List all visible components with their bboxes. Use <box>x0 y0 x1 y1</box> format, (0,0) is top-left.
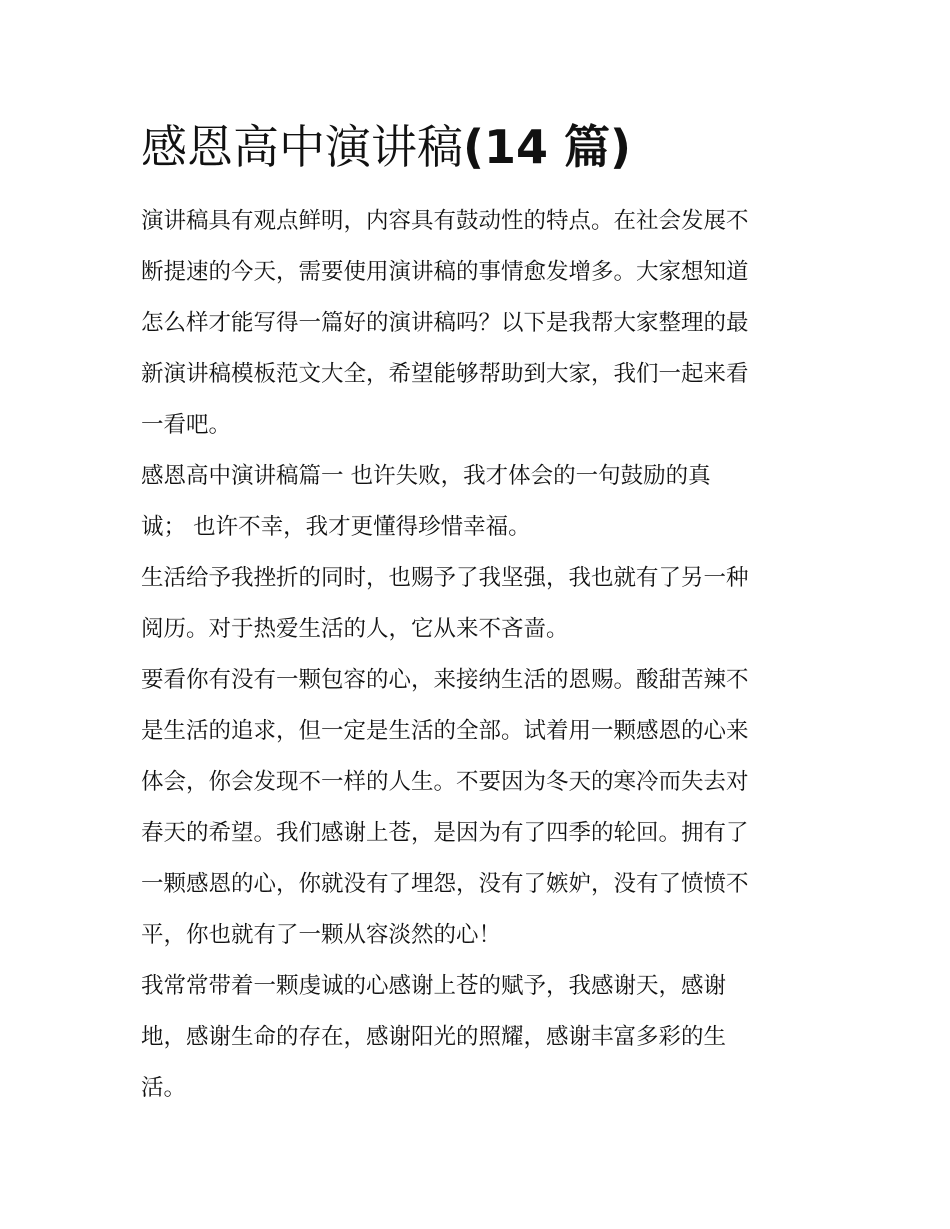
paragraph <box>141 655 821 961</box>
page-title <box>141 117 631 177</box>
text-line: 要看你有没有一颗包容的心，来接纳生活的恩赐。酸甜苦辣不 <box>141 667 749 693</box>
text-line: 平，你也就有了一颗从容淡然的心！ <box>141 922 502 948</box>
text-line: 一看吧。 <box>141 412 232 438</box>
text-line: 阅历。对于热爱生活的人，它从来不吝啬。 <box>141 616 569 642</box>
text-line: 一颗感恩的心，你就没有了埋怨，没有了嫉妒，没有了愤愤不 <box>141 871 749 897</box>
text-line: 断提速的今天，需要使用演讲稿的事情愈发增多。大家想知道 <box>141 259 749 285</box>
paragraph-section-one-heading <box>141 451 821 553</box>
text-line: 生活给予我挫折的同时，也赐予了我坚强，我也就有了另一种 <box>141 565 749 591</box>
text-line: 活。 <box>141 1075 187 1101</box>
text-line: 是生活的追求，但一定是生活的全部。试着用一颗感恩的心来 <box>141 718 749 744</box>
paragraph <box>141 553 821 655</box>
title-main: 感恩高中演讲稿 <box>141 120 463 174</box>
document-body <box>141 196 821 1114</box>
text-line: 地，感谢生命的存在，感谢阳光的照耀，感谢丰富多彩的生 <box>141 1024 727 1050</box>
title-count: (14 篇) <box>463 120 632 174</box>
text-line: 诚； 也许不幸，我才更懂得珍惜幸福。 <box>141 514 531 540</box>
paragraph-intro <box>141 196 821 451</box>
text-line: 春天的希望。我们感谢上苍，是因为有了四季的轮回。拥有了 <box>141 820 749 846</box>
paragraph <box>141 961 821 1114</box>
text-line: 我常常带着一颗虔诚的心感谢上苍的赋予，我感谢天，感谢 <box>141 973 727 999</box>
text-line: 怎么样才能写得一篇好的演讲稿吗？以下是我帮大家整理的最 <box>141 310 749 336</box>
text-line: 感恩高中演讲稿篇一 也许失败，我才体会的一句鼓励的真 <box>141 463 711 489</box>
text-line: 体会，你会发现不一样的人生。不要因为冬天的寒冷而失去对 <box>141 769 749 795</box>
text-line: 演讲稿具有观点鲜明，内容具有鼓动性的特点。在社会发展不 <box>141 208 749 234</box>
text-line: 新演讲稿模板范文大全，希望能够帮助到大家，我们一起来看 <box>141 361 749 387</box>
